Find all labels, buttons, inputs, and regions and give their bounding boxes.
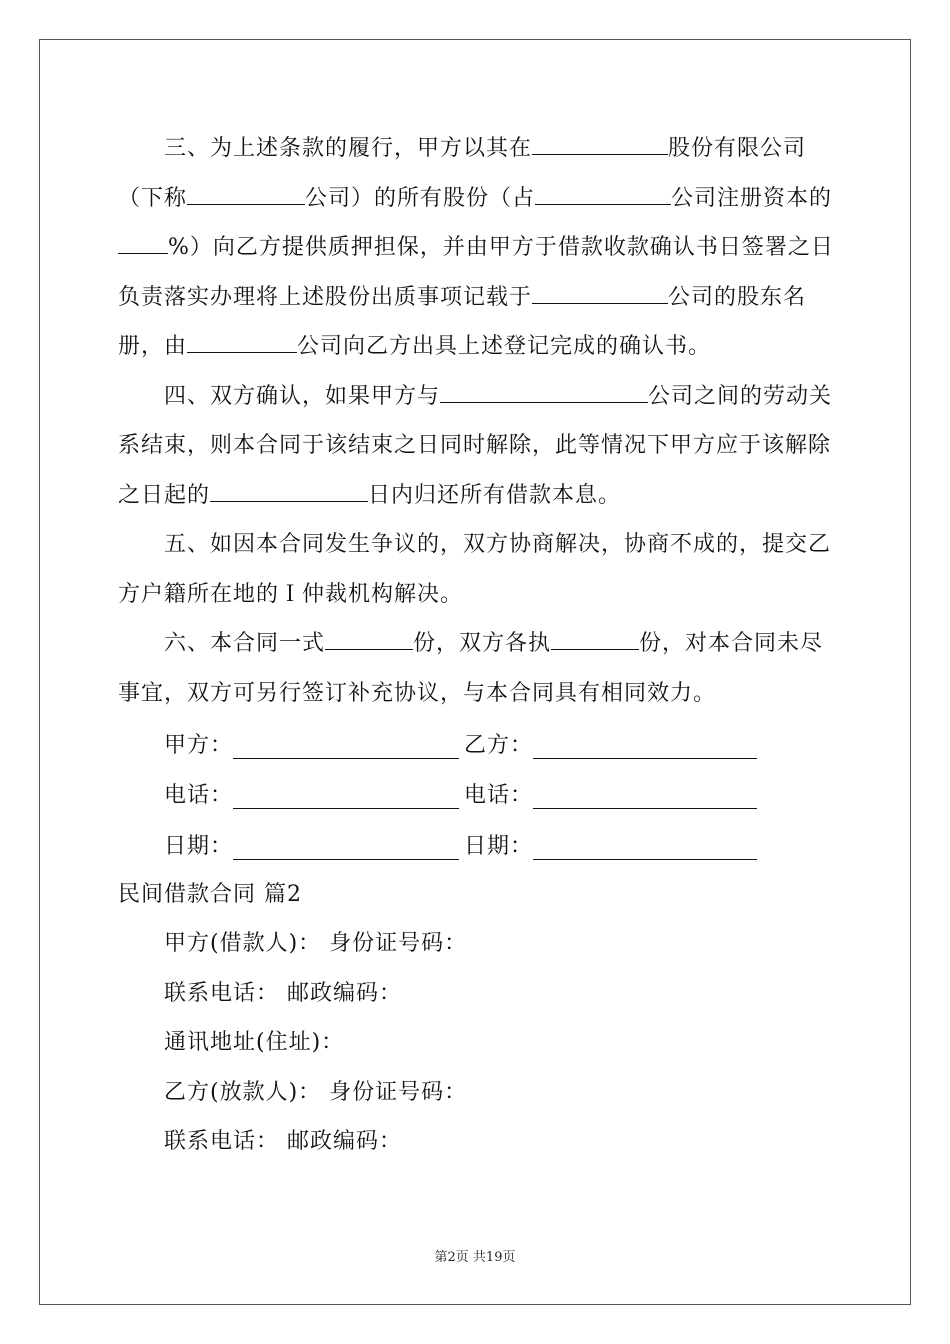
party-b-phone-label: 电话： (464, 783, 534, 809)
blank-field (187, 184, 305, 205)
party-b-phone-blank (533, 788, 757, 809)
party-a-label: 甲方： (164, 732, 234, 758)
signature-row-party (118, 718, 834, 769)
blank-field (535, 184, 671, 205)
party-b-label: 乙方： (464, 732, 534, 758)
blank-field (210, 481, 368, 502)
party-a-blank (233, 738, 459, 759)
blank-field (551, 629, 639, 650)
clause-6 (118, 619, 834, 718)
blank-field (325, 629, 413, 650)
clause-6-text: 份，双方各执 (413, 631, 552, 656)
signature-row-phone (118, 769, 834, 820)
blank-field (187, 332, 297, 353)
clause-4-text: 公司之间的劳动关系结束，则本合同于该结束之日同时解除，此等情况下甲方应于该解除之日起的 (118, 383, 833, 508)
borrower-address-line: 通讯地址(住址)： (164, 1030, 345, 1055)
party-b-date-label: 日期： (464, 833, 534, 859)
signature-row-date (118, 819, 834, 870)
blank-field (118, 233, 168, 254)
party-a-date-label: 日期： (164, 833, 234, 859)
clause-3-text: 公司注册资本的 (671, 185, 833, 211)
party-b-blank (533, 738, 757, 759)
lender-id-line: 乙方(放款人)： 身份证号码： (164, 1079, 468, 1105)
clause-3-text: 公司向乙方出具上述登记完成的确认书。 (297, 334, 712, 359)
borrower-contact-line: 联系电话： 邮政编码： (164, 980, 402, 1006)
lender-contact-line: 联系电话： 邮政编码： (164, 1129, 402, 1154)
clause-4 (118, 372, 834, 521)
borrower-id-line: 甲方(借款人)： 身份证号码： (164, 931, 468, 956)
clause-4-text: 日内归还所有借款本息。 (368, 482, 622, 508)
party-a-phone-blank (233, 788, 459, 809)
document-body (118, 124, 834, 1167)
clause-5: 五、如因本合同发生争议的，双方协商解决，协商不成的，提交乙方户籍所在地的Ｉ仲裁机构解决。 (118, 532, 832, 607)
clause-6-text: 份，对本合同未尽事宜，双方可另行签订补充协议，与本合同具有相同效力。 (118, 631, 824, 706)
clause-4-text: 四、双方确认，如果甲方与 (164, 383, 441, 409)
party-a-date-blank (233, 839, 459, 860)
clause-3-text: %）向乙方提供质押担保，并由甲方于借款收款确认书日签署之日负责落实办理将上述股份出质事项记载于 (118, 235, 834, 310)
clause-3-text: 公司）的所有股份（占 (305, 185, 536, 211)
blank-field (532, 134, 668, 155)
clause-3-text: 公司的股东名册，由 (118, 284, 807, 359)
blank-field (532, 283, 668, 304)
party-b-date-blank (533, 839, 757, 860)
clause-6-text: 六、本合同一式 (164, 631, 326, 656)
clause-3-text: 三、为上述条款的履行，甲方以其在 (164, 136, 533, 161)
blank-field (440, 382, 648, 403)
page-footer: 第2页 共19页 (434, 1250, 516, 1265)
clause-3-text: 股份有限公司（下称 (118, 136, 807, 211)
party-a-phone-label: 电话： (164, 783, 234, 809)
section-2-heading: 民间借款合同 篇2 (118, 881, 302, 907)
clause-3 (118, 124, 834, 372)
